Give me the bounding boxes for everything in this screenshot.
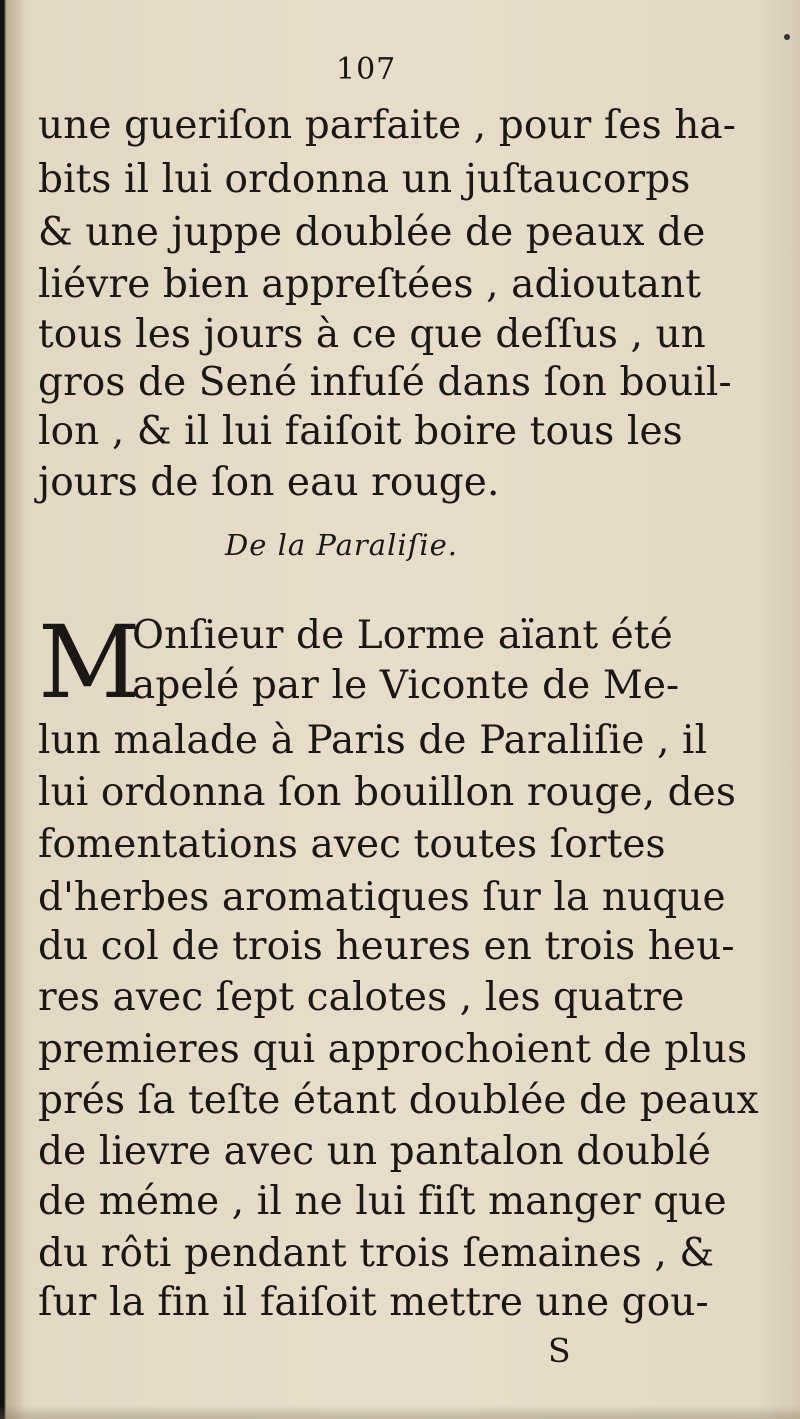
text-line: prés ſa teſte étant doublée de peaux	[38, 1078, 759, 1123]
binding-edge	[0, 0, 22, 1419]
text-line: du col de trois heures en trois heu-	[38, 924, 735, 969]
page-bottom-edge	[0, 1405, 800, 1419]
text-line: liévre bien appreſtées , adioutant	[38, 262, 701, 307]
text-line: premieres qui approchoient de plus	[38, 1027, 748, 1072]
text-line: fomentations avec toutes ſortes	[38, 822, 666, 867]
text-line: du rôti pendant trois ſemaines , &	[38, 1231, 715, 1276]
text-line: apelé par le Viconte de Me-	[132, 663, 680, 708]
page-number: 107	[336, 52, 397, 87]
text-line: jours de ſon eau rouge.	[38, 460, 500, 505]
text-line: Onſieur de Lorme aïant été	[132, 613, 673, 658]
text-line: gros de Sené infuſé dans ſon bouil-	[38, 360, 732, 405]
text-line: de lievre avec un pantalon doublé	[38, 1129, 711, 1174]
text-line: une gueriſon parfaite , pour ſes ha-	[38, 103, 737, 148]
ink-spot	[784, 34, 790, 40]
text-line: d'herbes aromatiques ſur la nuque	[38, 875, 726, 920]
text-line: lon , & il lui faiſoit boire tous les	[38, 409, 683, 454]
text-line: de méme , il ne lui fiſt manger que	[38, 1179, 727, 1224]
text-line: lui ordonna ſon bouillon rouge, des	[38, 770, 736, 815]
text-line: tous les jours à ce que deſſus , un	[38, 312, 706, 357]
text-line: res avec ſept calotes , les quatre	[38, 975, 685, 1020]
drop-cap: M	[38, 604, 141, 721]
text-line: lun malade à Paris de Paraliſie , il	[38, 718, 708, 763]
section-heading: De la Paraliſie.	[225, 528, 459, 562]
catchword: S	[548, 1331, 571, 1370]
text-line: & une juppe doublée de peaux de	[38, 210, 706, 255]
text-line: bits il lui ordonna un juſtaucorps	[38, 157, 691, 202]
text-line: ſur la fin il faiſoit mettre une gou-	[38, 1280, 709, 1325]
